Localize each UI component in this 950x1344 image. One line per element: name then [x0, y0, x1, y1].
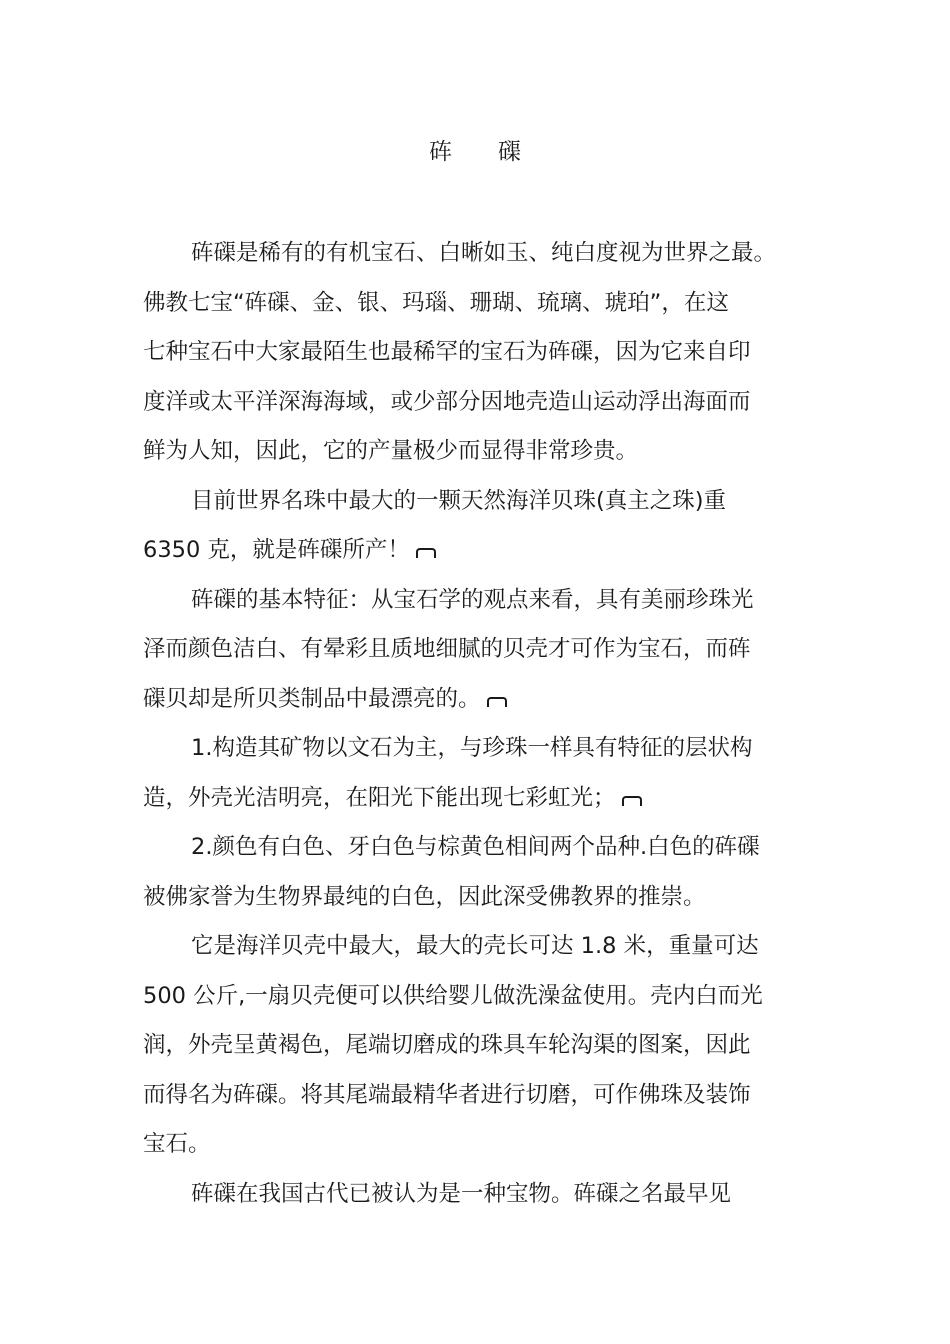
text-line-content: 砗磲是稀有的有机宝石、白晰如玉、纯白度视为世界之最。: [191, 240, 777, 266]
text-line: [143, 279, 823, 329]
paragraph-mark-icon: [622, 796, 642, 806]
text-line-content: 七种宝石中大家最陌生也最稀罕的宝石为砗磲，因为它来自印: [143, 339, 751, 365]
paragraph-mark-icon: [416, 548, 436, 558]
text-line-content: 砗磲在我国古代已被认为是一种宝物。砗磲之名最早见: [191, 1180, 732, 1207]
text-line: [143, 1170, 823, 1220]
text-line: [143, 1120, 823, 1170]
text-line: [143, 576, 823, 626]
text-line-content: 砗磲的基本特征：从宝石学的观点来看，具有美丽珍珠光: [191, 586, 754, 613]
text-line-content: 造，外壳光洁明亮，在阳光下能出现七彩虹光；: [143, 784, 616, 811]
title-char-1: 砗: [429, 139, 452, 165]
text-line-content: 目前世界名珠中最大的一颗天然海洋贝珠(真主之珠)重: [191, 487, 727, 514]
text-line-content: 被佛家誉为生物界最纯的白色，因此深受佛教界的推崇。: [143, 883, 706, 910]
text-line-content: 500 公斤,一扇贝壳便可以供给婴儿做洗澡盆使用。壳内白而光: [143, 982, 763, 1009]
text-line: [143, 1021, 823, 1071]
text-line-content: 润，外壳呈黄褐色，尾端切磨成的珠具车轮沟渠的图案，因此: [143, 1032, 751, 1058]
text-line-content: 而得名为砗磲。将其尾端最精华者进行切磨，可作佛珠及装饰: [143, 1081, 751, 1108]
text-line: [143, 328, 823, 378]
text-line: [143, 625, 823, 675]
text-line-content: 度洋或太平洋深海海域，或少部分因地壳造山运动浮出海面而: [143, 388, 751, 415]
text-line: [143, 922, 823, 972]
text-line-content: 泽而颜色洁白、有晕彩且质地细腻的贝壳才可作为宝石，而砗: [143, 636, 751, 662]
text-line-content: 磲贝却是所贝类制品中最漂亮的。: [143, 685, 481, 712]
text-line: [143, 526, 823, 576]
text-line: [143, 1071, 823, 1121]
text-line: [143, 427, 823, 477]
text-line-content: 鲜为人知，因此，它的产量极少而显得非常珍贵。: [143, 438, 639, 464]
text-line: [143, 972, 823, 1022]
text-line-content: 2.颜色有白色、牙白色与棕黄色相间两个品种.白色的砗磲: [191, 834, 760, 860]
document-title: [0, 136, 950, 168]
text-line: [143, 229, 823, 279]
text-line: [143, 774, 823, 824]
text-line: [143, 378, 823, 428]
paragraph-mark-icon: [487, 697, 507, 707]
text-line: [143, 675, 823, 725]
text-line: [143, 823, 823, 873]
document-body: [143, 229, 823, 1219]
text-line: [143, 477, 823, 527]
text-line-content: 宝石。: [143, 1131, 211, 1157]
text-line: [143, 873, 823, 923]
text-line-content: 1.构造其矿物以文石为主，与珍珠一样具有特征的层状构: [191, 735, 753, 761]
text-line-content: 6350 克，就是砗磲所产！: [143, 537, 410, 563]
title-char-2: 磲: [498, 139, 521, 165]
text-line-content: 它是海洋贝壳中最大，最大的壳长可达 1.8 米，重量可达: [191, 933, 759, 959]
text-line-content: 佛教七宝“砗磲、金、银、玛瑙、珊瑚、琉璃、琥珀”，在这: [143, 289, 729, 316]
text-line: [143, 724, 823, 774]
